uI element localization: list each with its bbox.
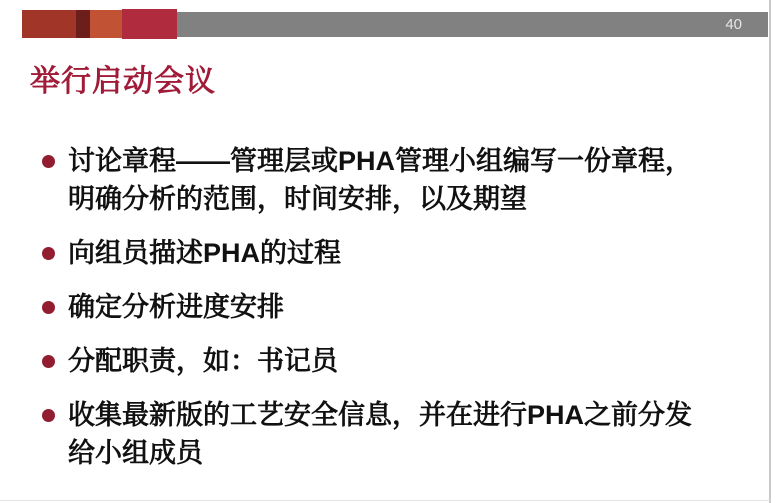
bullet-icon: [42, 355, 55, 368]
bullet-text: 确定分析进度安排: [68, 292, 284, 322]
bullet-icon: [42, 247, 55, 260]
slide-title: 举行启动会议: [30, 64, 216, 99]
bullet-text: 收集最新版的工艺安全信息，并在进行PHA之前分发给小组成员: [68, 400, 693, 468]
accent-block-crimson: [122, 9, 177, 39]
list-item: [40, 396, 718, 472]
header-bar: [22, 10, 768, 38]
bullet-icon: [42, 409, 55, 422]
bullet-text: 分配职责，如：书记员: [68, 346, 338, 376]
bullet-icon: [42, 155, 55, 168]
bullet-text: 讨论章程——管理层或PHA管理小组编写一份章程，明确分析的范围，时间安排，以及期望: [68, 146, 693, 214]
page-number: 40: [725, 15, 742, 33]
bullet-icon: [42, 301, 55, 314]
header-gray-bar: [177, 12, 768, 37]
list-item: [40, 342, 718, 380]
list-item: [40, 142, 718, 218]
bottom-border-line: [0, 500, 770, 501]
accent-block-maroon: [76, 10, 90, 38]
slide-body: [40, 142, 718, 472]
list-item: [40, 288, 718, 326]
bullet-text: 向组员描述PHA的过程: [68, 238, 342, 268]
bullet-list: [40, 142, 718, 472]
list-item: [40, 234, 718, 272]
right-border-line: [769, 0, 771, 503]
accent-block-orange: [90, 10, 122, 38]
accent-block-brick: [22, 10, 76, 38]
